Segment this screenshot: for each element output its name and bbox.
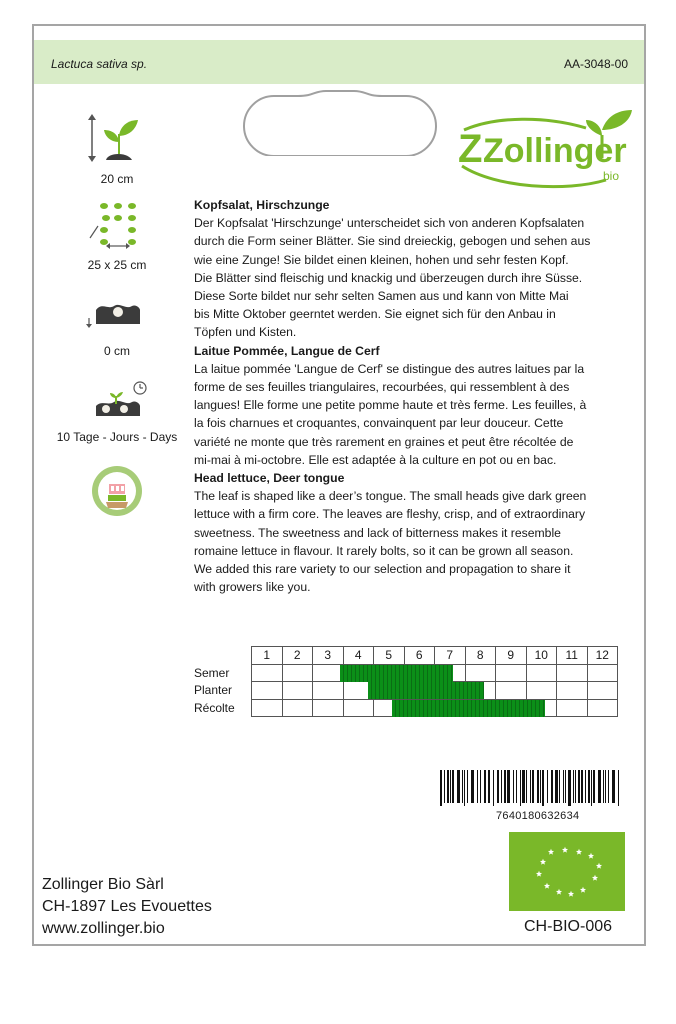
plant-spacing-label: 25 x 25 cm bbox=[87, 258, 147, 272]
description-line: bis Mitte Oktober geerntet werden. Sie eignet sich für den Anbau in bbox=[194, 307, 556, 322]
eu-star bbox=[592, 875, 598, 881]
description-line: with growers like you. bbox=[194, 580, 311, 595]
sowing-depth-label: 0 cm bbox=[103, 344, 130, 358]
barcode-bar bbox=[457, 770, 460, 803]
barcode-bar bbox=[585, 770, 586, 803]
svg-text:Z: Z bbox=[458, 127, 483, 171]
description-line: The leaf is shaped like a deer’s tongue. The small heads give dark green bbox=[194, 489, 587, 504]
barcode-bar bbox=[507, 770, 510, 803]
barcode-bar bbox=[530, 770, 531, 803]
month-header: 12 bbox=[587, 647, 618, 665]
description-line: lettuce with a firm core. The leaves are fleshy, crisp, and of extraordinary bbox=[194, 507, 586, 522]
month-header: 11 bbox=[557, 647, 588, 665]
logo-suffix: bio bbox=[603, 169, 620, 183]
barcode-bar bbox=[578, 770, 580, 803]
description-line: langues! Elle forme une petite pomme haute et très ferme. Les feuilles, à bbox=[194, 398, 587, 413]
barcode-bar bbox=[488, 770, 490, 803]
seedling-height-icon bbox=[82, 112, 152, 166]
description-fr bbox=[194, 342, 594, 469]
barcode-bar bbox=[618, 770, 619, 806]
barcode-bar bbox=[520, 770, 521, 806]
description-line: la fois charnues et croquantes, convainquent par leur douceur. Cette bbox=[194, 416, 564, 431]
month-header: 8 bbox=[465, 647, 496, 665]
month-header: 4 bbox=[343, 647, 374, 665]
barcode-bar bbox=[501, 770, 502, 803]
calendar-bar-planter bbox=[368, 682, 484, 699]
barcode-bar bbox=[565, 770, 566, 803]
month-header: 2 bbox=[282, 647, 313, 665]
description-line: mi-mai à mi-octobre. Elle est adaptée à la culture en pot ou en bac. bbox=[194, 452, 557, 467]
barcode-bar bbox=[467, 770, 468, 803]
description-line: wie eine Zunge! Sie bildet einen kleinen, hohen und sehr festen Kopf. bbox=[194, 252, 569, 267]
month-header: 5 bbox=[374, 647, 405, 665]
organic-certification-code: CH-BIO-006 bbox=[524, 918, 613, 935]
description-line: Die Blätter sind fleischig und knackig und überzeugen durch ihre Süsse. bbox=[194, 270, 583, 285]
month-header: 6 bbox=[404, 647, 435, 665]
barcode-bar bbox=[573, 770, 574, 803]
barcode-bar bbox=[591, 770, 592, 806]
barcode-bar bbox=[513, 770, 514, 803]
plant-height-info bbox=[34, 112, 200, 186]
plant-spacing-icon bbox=[82, 200, 152, 254]
barcode-bar bbox=[484, 770, 486, 803]
eu-star bbox=[540, 859, 546, 865]
sowing-depth-info bbox=[34, 294, 200, 358]
month-header: 9 bbox=[496, 647, 527, 665]
sowing-depth-icon bbox=[82, 294, 152, 334]
germination-info bbox=[34, 378, 200, 444]
eu-star bbox=[548, 849, 554, 855]
description-line: We added this rare variety to our selection and propagation to share it bbox=[194, 562, 571, 577]
calendar-bar-récolte bbox=[392, 700, 545, 717]
month-header: 7 bbox=[435, 647, 466, 665]
eu-star bbox=[544, 883, 550, 889]
month-header: 1 bbox=[252, 647, 283, 665]
calendar-row-label: Planter bbox=[194, 683, 233, 698]
barcode-bar bbox=[598, 770, 601, 803]
barcode-bar bbox=[608, 770, 609, 803]
germination-label: 10 Tage - Jours - Days bbox=[56, 430, 178, 444]
logo-wordmark: Zollinger bbox=[483, 132, 627, 170]
barcode-bar bbox=[593, 770, 595, 803]
description-line: sweetness. The sweetness and lack of bitterness makes it resemble bbox=[194, 525, 561, 540]
seed-packet-back bbox=[32, 24, 646, 946]
barcode-bar bbox=[568, 770, 571, 806]
barcode-bar bbox=[537, 770, 539, 803]
urban-gardening-info bbox=[34, 464, 200, 518]
description-title: Kopfsalat, Hirschzunge bbox=[194, 198, 330, 212]
description-title: Head lettuce, Deer tongue bbox=[194, 471, 345, 486]
barcode-bar bbox=[464, 770, 465, 806]
article-code: AA-3048-00 bbox=[563, 57, 628, 71]
calendar-row-label: Semer bbox=[194, 665, 230, 680]
barcode-bar bbox=[559, 770, 560, 803]
barcode-bar bbox=[612, 770, 615, 803]
barcode-bar bbox=[462, 770, 463, 803]
barcode-number: 7640180632634 bbox=[496, 810, 580, 822]
barcode-bar bbox=[452, 770, 454, 803]
month-header: 3 bbox=[313, 647, 344, 665]
description-line: Töpfen und Kisten. bbox=[194, 325, 297, 340]
barcode-bar bbox=[477, 770, 478, 803]
eu-star bbox=[536, 871, 542, 877]
barcode-bar bbox=[603, 770, 604, 803]
description-line: La laitue pommée 'Langue de Cerf' se distingue des autres laitues par la bbox=[194, 361, 585, 376]
barcode-bar bbox=[575, 770, 576, 803]
eu-star bbox=[562, 847, 568, 853]
description-line: durch die Form seiner Blätter. Sie sind dreieckig, gebogen und sehen aus bbox=[194, 234, 591, 249]
barcode-bar bbox=[563, 770, 564, 803]
variety-descriptions bbox=[194, 196, 594, 596]
urban-gardening-badge-icon bbox=[90, 464, 144, 518]
description-en bbox=[194, 469, 594, 596]
plant-height-label: 20 cm bbox=[100, 172, 134, 186]
barcode-bar bbox=[588, 770, 590, 803]
description-line: romaine lettuce in flavour. It rarely bolts, so it can be grown all season. bbox=[194, 543, 574, 558]
eu-star bbox=[596, 863, 602, 869]
eu-star bbox=[576, 849, 582, 855]
calendar-row-label: Récolte bbox=[194, 700, 235, 715]
barcode-bar bbox=[440, 770, 442, 806]
header-band bbox=[34, 40, 644, 84]
barcode-bar bbox=[522, 770, 525, 803]
ean-barcode bbox=[440, 770, 622, 806]
description-line: Diese Sorte bildet nur sehr selten Samen aus und kann von Mitte Mai bbox=[194, 289, 569, 304]
description-de bbox=[194, 196, 594, 342]
plant-spacing-info bbox=[34, 200, 200, 272]
company-name: Zollinger Bio Sàrl bbox=[42, 876, 164, 893]
description-line: variété ne monte que très rarement en graines et peut être récoltée de bbox=[194, 434, 574, 449]
germination-time-icon bbox=[82, 378, 152, 422]
eu-star bbox=[556, 889, 562, 895]
barcode-bar bbox=[480, 770, 481, 803]
company-address bbox=[42, 874, 212, 940]
barcode-bar bbox=[581, 770, 583, 803]
barcode-bar bbox=[526, 770, 527, 803]
company-website[interactable]: www.zollinger.bio bbox=[42, 920, 165, 937]
barcode-bar bbox=[471, 770, 474, 803]
description-title: Laitue Pommée, Langue de Cerf bbox=[194, 343, 380, 358]
barcode-bar bbox=[497, 770, 499, 803]
barcode-bar bbox=[547, 770, 548, 803]
eu-star bbox=[588, 853, 594, 859]
barcode-bar bbox=[516, 770, 517, 803]
hanger-hole-outline bbox=[242, 90, 438, 156]
barcode-bar bbox=[504, 770, 506, 803]
month-header: 10 bbox=[526, 647, 557, 665]
barcode-bar bbox=[447, 770, 449, 803]
barcode-bar bbox=[444, 770, 445, 803]
barcode-bar bbox=[555, 770, 558, 803]
description-line: Der Kopfsalat 'Hirschzunge' unterscheidet sich von anderen Kopfsalaten bbox=[194, 216, 585, 231]
barcode-bar bbox=[450, 770, 451, 803]
eu-organic-leaf-icon bbox=[509, 832, 625, 911]
barcode-bar bbox=[540, 770, 541, 803]
description-line: forme de ses feuilles triangulaires, recourbées, qui ressemblent à des bbox=[194, 380, 570, 395]
barcode-bar bbox=[532, 770, 534, 803]
barcode-bar bbox=[551, 770, 553, 803]
eu-star bbox=[580, 887, 586, 893]
calendar-month-row bbox=[194, 647, 618, 665]
growing-calendar bbox=[194, 646, 618, 717]
barcode-bar bbox=[493, 770, 494, 806]
calendar-bar-semer bbox=[340, 665, 453, 682]
species-name: Lactuca sativa sp. bbox=[51, 57, 148, 71]
company-location: CH-1897 Les Evouettes bbox=[42, 898, 212, 915]
eu-star bbox=[568, 891, 574, 897]
barcode-bar bbox=[605, 770, 606, 803]
zollinger-bio-logo bbox=[456, 100, 646, 200]
barcode-bar bbox=[542, 770, 544, 806]
